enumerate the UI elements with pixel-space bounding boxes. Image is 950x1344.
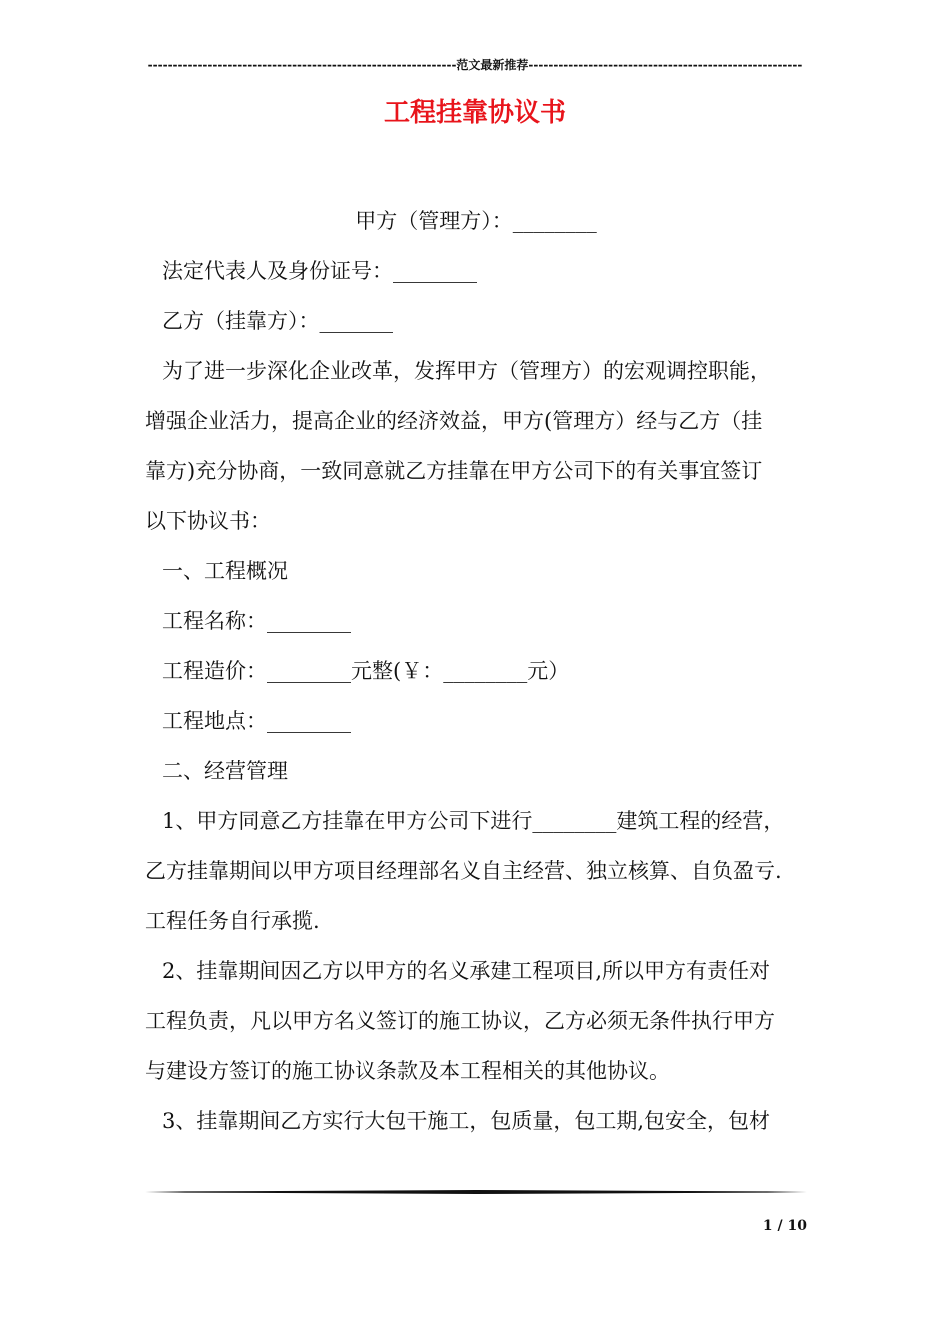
- document-title: 工程挂靠协议书: [383, 98, 566, 128]
- page-number: 1 / 10: [762, 1218, 807, 1234]
- legal-rep-label: 法定代表人及身份证号：: [162, 259, 393, 283]
- project-cost-line: [145, 646, 807, 696]
- party-b-label: 乙方（挂靠方）：: [162, 309, 320, 333]
- clause-2-line-3: 与建设方签订的施工协议条款及本工程相关的其他协议。: [145, 1059, 670, 1083]
- project-cost-label: 工程造价：: [162, 659, 267, 683]
- legal-rep-blank: ________: [393, 259, 477, 283]
- project-location-line: [145, 696, 807, 746]
- party-a-line: [145, 196, 807, 246]
- clause-3-line-1: 3、挂靠期间乙方实行大包干施工，包质量，包工期,包安全，包材: [162, 1109, 771, 1133]
- project-name-blank: ________: [267, 609, 351, 633]
- preamble-line-4: 以下协议书：: [145, 509, 271, 533]
- party-a-label: 甲方（管理方）：: [355, 209, 513, 233]
- preamble-line-1: 为了进一步深化企业改革，发挥甲方（管理方）的宏观调控职能，: [162, 359, 771, 383]
- preamble-line-3: 靠方)充分协商，一致同意就乙方挂靠在甲方公司下的有关事宜签订: [145, 459, 763, 483]
- project-cost-mid: 元整(￥：: [351, 659, 444, 683]
- project-name-line: [145, 596, 807, 646]
- page-header-banner: --------------------------------------------------------------范文最新推荐-------------------------------------------------------: [147, 58, 803, 72]
- project-location-blank: ________: [267, 709, 351, 733]
- party-b-line: [145, 296, 807, 346]
- project-cost-blank: ________: [267, 659, 351, 683]
- clause-1-text-a: 1、甲方同意乙方挂靠在甲方公司下进行: [162, 809, 533, 833]
- clause-2-line-2: 工程负责，凡以甲方名义签订的施工协议，乙方必须无条件执行甲方: [145, 1009, 775, 1033]
- project-location-label: 工程地点：: [162, 709, 267, 733]
- document-body: [145, 196, 807, 1146]
- preamble-line-2: 增强企业活力，提高企业的经济效益，甲方(管理方）经与乙方（挂: [145, 409, 763, 433]
- legal-rep-line: [145, 246, 807, 296]
- clause-1-line-3: 工程任务自行承揽.: [145, 909, 320, 933]
- clause-1-text-b: 建筑工程的经营，: [616, 809, 785, 833]
- clause-1-line-1: [145, 796, 807, 846]
- clause-1-line-2: 乙方挂靠期间以甲方项目经理部名义自主经营、独立核算、自负盈亏.: [145, 859, 782, 883]
- clause-2-line-1: 2、挂靠期间因乙方以甲方的名义承建工程项目,所以甲方有责任对: [162, 959, 771, 983]
- section-1-heading: 一、工程概况: [162, 559, 288, 583]
- project-cost-end: 元）: [527, 659, 570, 683]
- party-b-blank: _______: [319, 309, 393, 333]
- footer-divider: [145, 1190, 807, 1194]
- project-name-label: 工程名称：: [162, 609, 267, 633]
- party-a-blank: ________: [512, 209, 597, 233]
- project-cost-yuan-blank: ________: [443, 659, 528, 683]
- clause-1-blank: ________: [532, 809, 617, 833]
- section-2-heading: 二、经营管理: [162, 759, 288, 783]
